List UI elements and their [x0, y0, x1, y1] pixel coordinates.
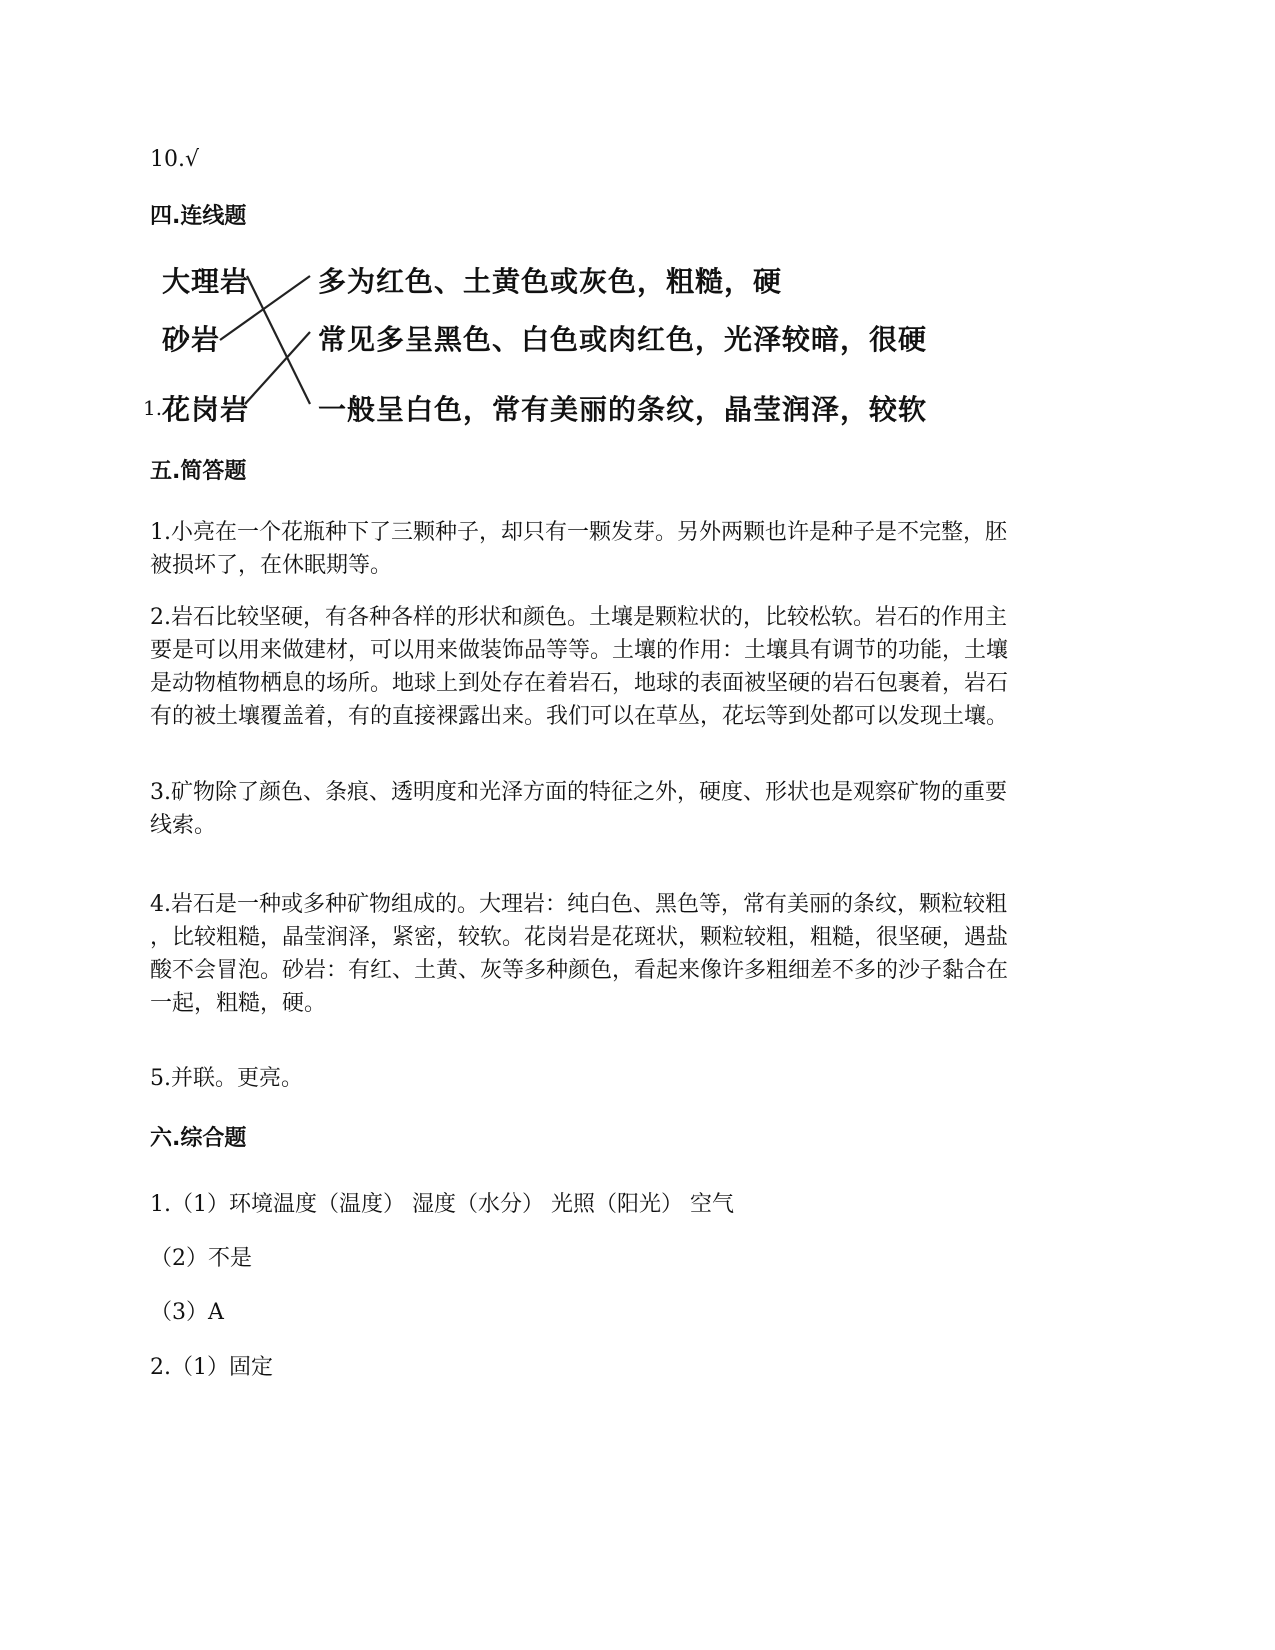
answer-10: 10.√: [150, 147, 200, 172]
rock-label-marble: 大理岩: [162, 265, 250, 298]
short-answer-5: 5.并联。更亮。: [150, 1066, 303, 1091]
comprehensive-answer-2-1: 2.（1）固定: [150, 1355, 273, 1380]
comprehensive-answer-1-1: 1.（1）环境温度（温度） 湿度（水分） 光照（阳光） 空气: [150, 1192, 734, 1217]
comprehensive-answer-1-3: （3）A: [150, 1300, 224, 1325]
section-4-heading: 四.连线题: [150, 204, 247, 229]
rock-label-granite: 花岗岩: [162, 393, 250, 426]
description-2: 常见多呈黑色、白色或肉红色，光泽较暗，很硬: [318, 323, 928, 356]
section-5-heading: 五.简答题: [150, 459, 247, 484]
comprehensive-answer-1-2: （2）不是: [150, 1246, 252, 1271]
description-1: 多为红色、土黄色或灰色，粗糙，硬: [318, 265, 783, 298]
section-6-heading: 六.综合题: [150, 1126, 247, 1151]
short-answer-4: 4.岩石是一种或多种矿物组成的。大理岩：纯白色、黑色等，常有美丽的条纹，颗粒较粗 ，比较粗糙，晶莹润泽，紧密，较软。花岗岩是花斑状，颗粒较粗，粗糙，很坚硬，遇盐 酸不会冒泡。砂岩：有红、土黄、灰等多种颜色，看起来像许多粗细差不多的沙子黏合在 一起，粗糙，硬。: [150, 892, 1009, 1016]
matching-figure: [143, 262, 1000, 442]
rock-label-sandstone: 砂岩: [162, 323, 221, 356]
short-answer-1: 1.小亮在一个花瓶种下了三颗种子，却只有一颗发芽。另外两颗也许是种子是不完整，胚 被损坏了，在休眠期等。: [150, 520, 1007, 578]
match-line-granite: [245, 332, 310, 404]
match-line-marble: [247, 276, 310, 404]
item-number: 1.: [143, 396, 163, 420]
short-answer-2: 2.岩石比较坚硬，有各种各样的形状和颜色。土壤是颗粒状的，比较松软。岩石的作用主 要是可以用来做建材，可以用来做装饰品等等。土壤的作用：土壤具有调节的功能，土壤 是动物植物栖息的场所。地球上到处存在着岩石，地球的表面被坚硬的岩石包裹着，岩石 有的被土壤覆盖着，有的直接裸露出来。我们可以在草丛，花坛等到处都可以发现土壤。: [150, 605, 1009, 729]
short-answer-3: 3.矿物除了颜色、条痕、透明度和光泽方面的特征之外，硬度、形状也是观察矿物的重要 线索。: [150, 780, 1007, 838]
description-3: 一般呈白色，常有美丽的条纹，晶莹润泽，较软: [318, 393, 928, 426]
